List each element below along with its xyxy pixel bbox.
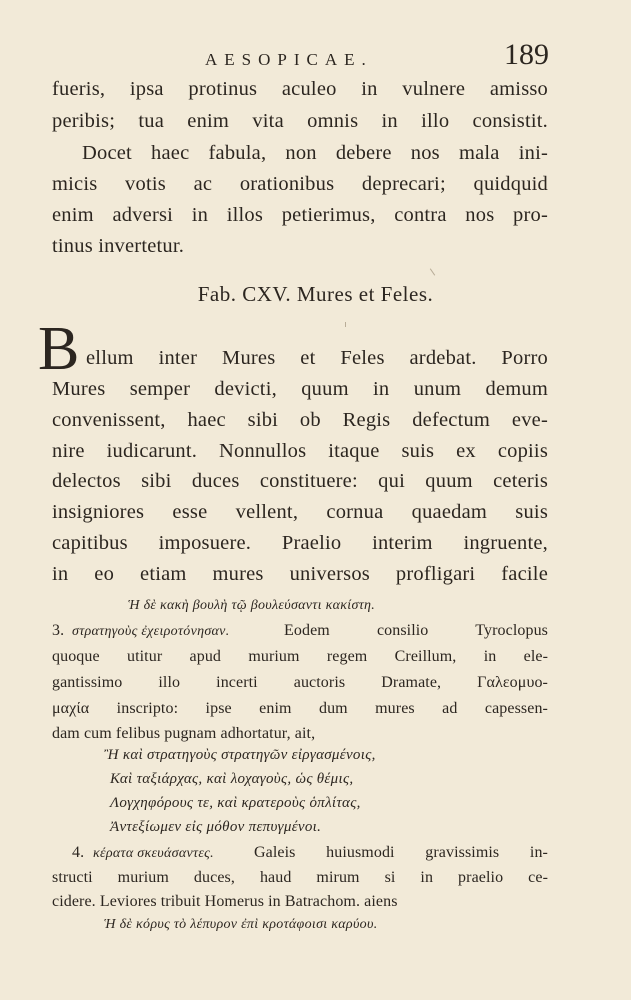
fable-line: Mures semper devicti, quum in unum demum — [52, 378, 548, 400]
drop-initial: B — [38, 315, 80, 383]
fable-line: capitibus imposuere. Praelio interim ingruente, — [52, 532, 548, 554]
note-line: quoque utitur apud murium regem Creillum, in ele- — [52, 648, 548, 665]
page-number: 189 — [504, 38, 549, 71]
verse-line: Καὶ ταξιάρχας, καὶ λοχαγοὺς, ὡς θέμις, — [110, 771, 354, 787]
note-lemma: στρατηγοὺς ἐχειροτόνησαν. — [72, 624, 230, 639]
text-line: tinus invertetur. — [52, 235, 185, 257]
note-line: cidere. Leviores tribuit Homerus in Batrachom. aiens — [52, 893, 398, 910]
verse-line: Ἢ καὶ στρατηγοὺς στρατηγῶν εἰργασμένοις, — [104, 747, 376, 763]
note-line: Galeis huiusmodi gravissimis in- — [254, 844, 548, 861]
note-line: μαχία inscripto: ipse enim dum mures ad capessen- — [52, 700, 548, 717]
note-line: Eodem consilio Tyroclopus — [284, 622, 548, 639]
note-line: structi murium duces, haud mirum si in praelio ce- — [52, 869, 548, 886]
verse-line: Λογχηφόρους τε, καὶ κρατεροὺς ὁπλίτας, — [110, 795, 361, 811]
text-line: enim adversi in illos petierimus, contra nos pro- — [52, 204, 548, 226]
running-header — [195, 38, 555, 78]
fable-title: Fab. CXV. Mures et Feles. — [197, 282, 434, 306]
moral-line: Docet haec fabula, non debere nos mala ini- — [82, 142, 548, 164]
text-line: fueris, ipsa protinus aculeo in vulnere amisso — [52, 78, 548, 100]
fable-line: delectos sibi duces constituere: qui quum ceteris — [52, 470, 548, 492]
note-quote: Ἡ δὲ κόρυς τὸ λέπυρον ἐπὶ κροτάφοισι καρύου. — [104, 917, 378, 932]
fable-line: ellum inter Mures et Feles ardebat. Porro — [86, 347, 548, 369]
note-lemma: κέρατα σκευάσαντες. — [93, 846, 214, 861]
paper-speck — [345, 322, 346, 327]
paper-speck — [430, 268, 435, 275]
fable-line: in eo etiam mures universos profligari facile — [52, 563, 548, 585]
running-title: AESOPICAE. — [205, 50, 373, 69]
note-quote: Ἡ δὲ κακὴ βουλὴ τῷ βουλεύσαντι κακίστη. — [128, 598, 376, 613]
fable-line: insigniores esse vellent, cornua quaedam suis — [52, 501, 548, 523]
note-line: dam cum felibus pugnam adhortatur, ait, — [52, 725, 316, 742]
fable-line: convenissent, haec sibi ob Regis defectum eve- — [52, 409, 548, 431]
note-number: 4. — [72, 844, 85, 861]
text-line: peribis; tua enim vita omnis in illo consistit. — [52, 110, 548, 132]
note-line: gantissimo illo incerti auctoris Dramate, Γαλεομυο- — [52, 674, 548, 691]
fable-line: nire iudicarunt. Nonnullos itaque suis ex copiis — [52, 440, 548, 462]
verse-line: Ἀντεξίωμεν εἰς μόθον πεπυγμένοι. — [110, 819, 322, 835]
note-number: 3. — [52, 622, 65, 639]
text-line: micis votis ac orationibus deprecari; quidquid — [52, 173, 548, 195]
